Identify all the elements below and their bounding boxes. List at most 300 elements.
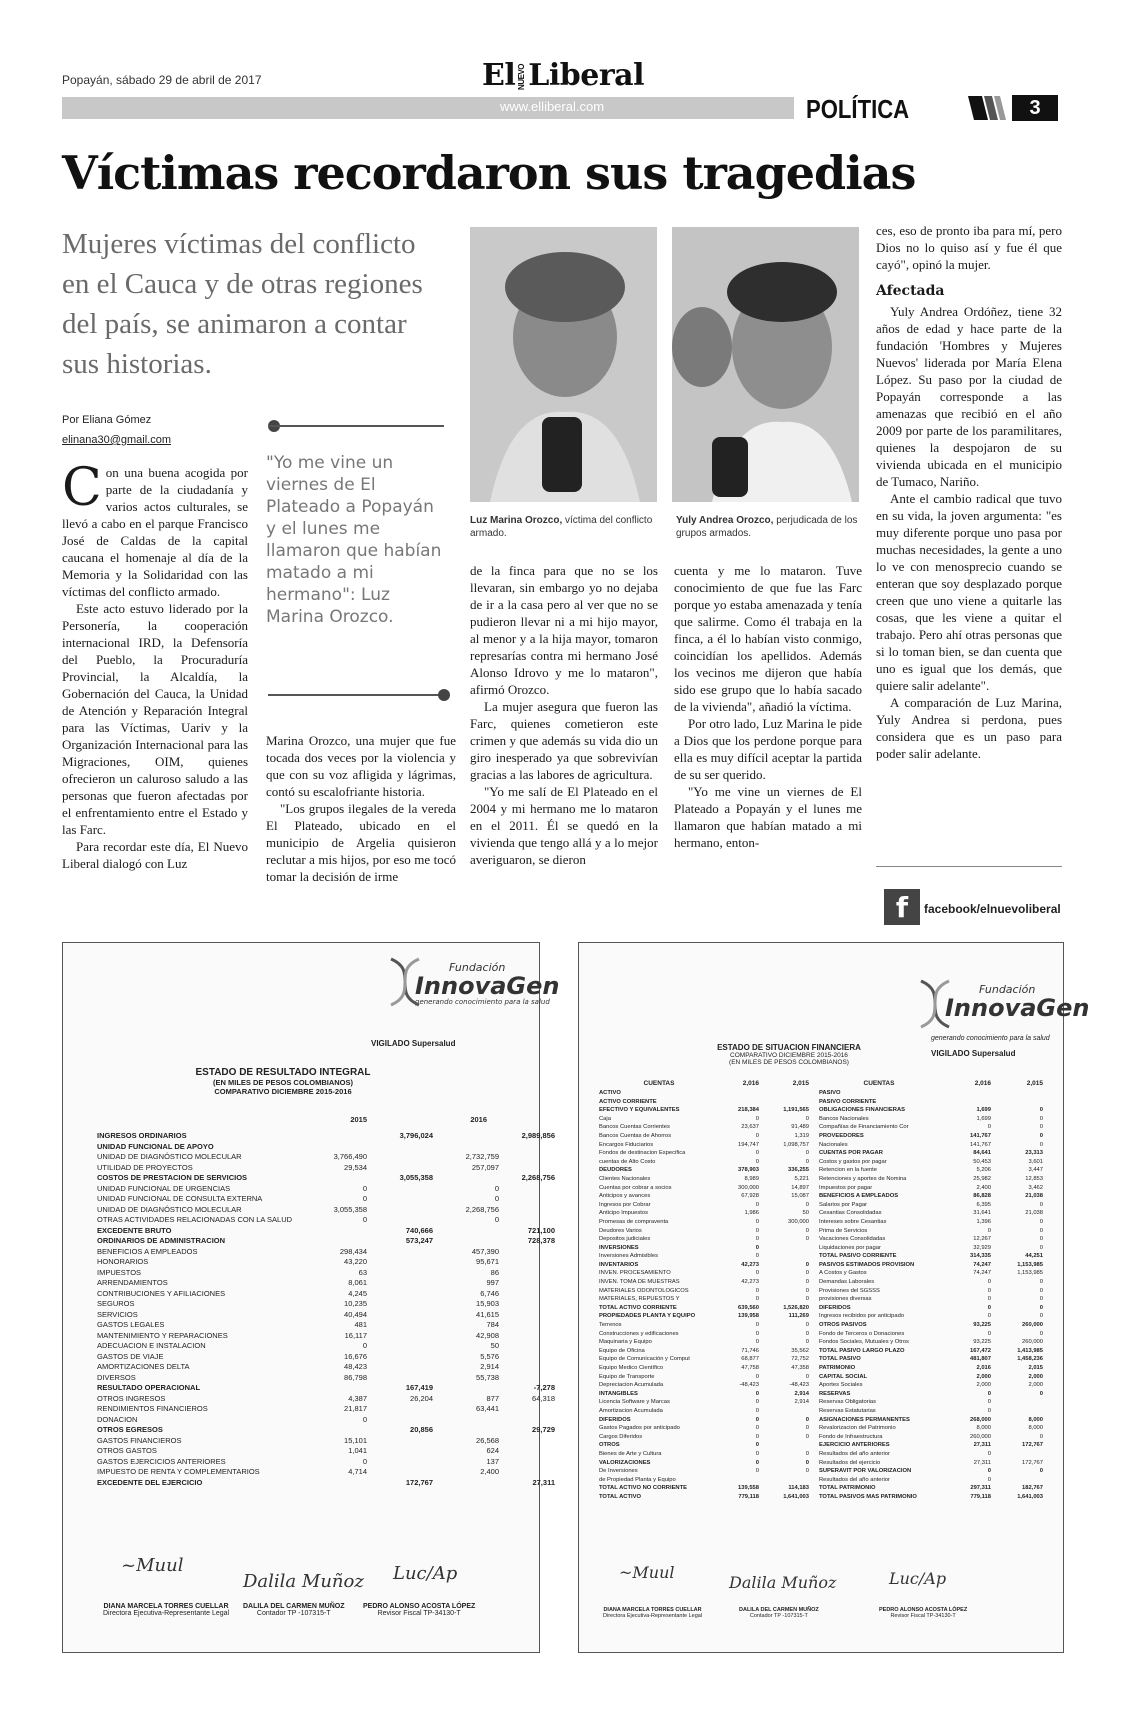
table-cell: 72,752: [791, 1356, 809, 1363]
table-row: [819, 1467, 1043, 1476]
table-cell: Ingresos por Cobrar: [599, 1201, 651, 1208]
table-row: [599, 1201, 809, 1210]
article-title: Víctimas recordaron sus tragedias: [62, 146, 916, 200]
table-cell: 218,384: [738, 1107, 759, 1114]
table-cell: EXCEDENTE BRUTO: [97, 1225, 172, 1235]
table-cell: 3,766,490: [333, 1152, 367, 1161]
table-cell: Equipo de Oficina: [599, 1347, 645, 1354]
table-row: [819, 1149, 1043, 1158]
table-row: [599, 1407, 809, 1416]
table-cell: 457,390: [471, 1246, 499, 1256]
table-cell: Reservas Estatutarias: [819, 1407, 876, 1414]
table-cell: 93,225: [973, 1322, 991, 1329]
table-row: [819, 1158, 1043, 1167]
table-cell: 172,767: [1022, 1459, 1043, 1466]
table-cell: 0: [362, 1414, 367, 1424]
table-cell: 0: [1039, 1236, 1043, 1243]
table-cell: [759, 1089, 809, 1098]
table-cell: AMORTIZACIONES DELTA: [97, 1362, 190, 1371]
table-row: [599, 1330, 809, 1339]
table-row: [599, 1175, 809, 1184]
logo-big-text: InnovaGen: [945, 994, 1090, 1022]
table-cell: 139,558: [738, 1485, 759, 1492]
table-cell: 1,458,236: [1017, 1356, 1043, 1363]
table-cell: 0: [987, 1279, 991, 1286]
logo-small-text: Fundación: [979, 983, 1036, 996]
table-cell: OTROS PASIVOS: [819, 1322, 867, 1329]
table-cell: 297,311: [970, 1485, 991, 1492]
table-cell: -48,423: [739, 1382, 759, 1389]
table-row: [599, 1158, 809, 1167]
table-row: [599, 1416, 809, 1425]
table-cell: 50: [490, 1341, 499, 1350]
table-cell: 2,400: [480, 1467, 499, 1476]
quote-rule-bottom: [268, 694, 444, 696]
table-cell: [759, 1244, 809, 1253]
table-cell: Reservas Obligatorias: [819, 1399, 877, 1406]
table-cell: [307, 1131, 367, 1142]
signature-3: Luc/Ap: [393, 1563, 458, 1584]
table-cell: 2,732,759: [465, 1152, 499, 1161]
balance-right-header: CUENTAS 2,016 2,015: [863, 1080, 1043, 1087]
table-row: [97, 1446, 555, 1457]
table-row: [819, 1184, 1043, 1193]
table-cell: 1,526,820: [783, 1304, 809, 1311]
table-cell: [499, 1415, 555, 1426]
table-cell: 0: [987, 1287, 991, 1294]
table-row: [819, 1141, 1043, 1150]
table-row: [599, 1089, 809, 1098]
table-cell: [499, 1341, 555, 1352]
table-cell: 47,358: [791, 1365, 809, 1371]
table-cell: BENEFICIOS A EMPLEADOS: [819, 1193, 899, 1200]
table-row: [819, 1132, 1043, 1141]
table-cell: [991, 1476, 1043, 1485]
table-cell: 25,982: [973, 1175, 991, 1182]
table-cell: 21,817: [344, 1404, 367, 1413]
table-row: [599, 1295, 809, 1304]
table-cell: [433, 1142, 499, 1153]
table-cell: 0: [805, 1279, 809, 1286]
table-cell: cuentas de Alto Costo: [599, 1158, 656, 1165]
table-cell: 3,055,358: [399, 1173, 433, 1182]
table-cell: DEUDORES: [599, 1167, 632, 1174]
table-cell: [759, 1476, 809, 1485]
table-row: [97, 1415, 555, 1426]
table-cell: [499, 1184, 555, 1195]
table-cell: 0: [755, 1132, 759, 1139]
table-cell: [499, 1310, 555, 1321]
table-cell: Cargos Diferidos: [599, 1433, 643, 1440]
table-cell: 4,714: [348, 1467, 367, 1476]
table-cell: 2,914: [794, 1399, 809, 1406]
table-cell: [759, 1098, 809, 1107]
paragraph: "Yo me vine un viernes de El Plateado a Popayán y el lunes me llamaron que habían matado a mi hermano, enton-: [674, 784, 862, 850]
table-cell: 0: [755, 1253, 759, 1260]
table-cell: UNIDAD FUNCIONAL DE URGENCIAS: [97, 1183, 231, 1193]
table-cell: 481,807: [970, 1356, 991, 1363]
statement-period: COMPARATIVO DICIEMBRE 2015-2016: [730, 1052, 848, 1059]
table-cell: INVENTARIOS: [599, 1261, 639, 1268]
table-cell: 639,560: [738, 1304, 759, 1311]
table-cell: [367, 1215, 433, 1226]
table-cell: 260,000: [1022, 1339, 1043, 1346]
table-cell: BENEFICIOS A EMPLEADOS: [97, 1246, 198, 1256]
signatory-2: DALILA DEL CARMEN MUÑOZ Contador TP -107315-T: [243, 1603, 345, 1617]
table-cell: [367, 1142, 433, 1153]
table-cell: HONORARIOS: [97, 1257, 149, 1266]
table-cell: -48,423: [789, 1382, 809, 1389]
table-cell: 2,989,856: [521, 1131, 555, 1140]
table-cell: [991, 1098, 1043, 1107]
table-cell: 0: [755, 1433, 759, 1440]
table-cell: 50: [802, 1210, 809, 1217]
author-email[interactable]: elinana30@gmail.com: [62, 434, 172, 446]
table-row: [599, 1381, 809, 1390]
table-cell: [759, 1441, 809, 1450]
site-url[interactable]: www.elliberal.com: [500, 99, 605, 114]
vigilado-badge: VIGILADO Supersalud: [931, 1049, 1016, 1058]
table-cell: Inversiones Admisibles: [599, 1253, 658, 1260]
table-row: [599, 1184, 809, 1193]
table-cell: 0: [1039, 1227, 1043, 1234]
table-cell: 0: [1039, 1390, 1043, 1397]
table-cell: 3,447: [1028, 1167, 1043, 1174]
table-cell: -7,278: [533, 1383, 555, 1392]
table-cell: [307, 1383, 367, 1394]
table-row: [599, 1235, 809, 1244]
table-cell: [499, 1278, 555, 1289]
table-row: [97, 1268, 555, 1279]
table-cell: 86,798: [344, 1372, 367, 1382]
table-cell: TOTAL PASIVO: [819, 1356, 861, 1363]
table-cell: 74,247: [973, 1270, 991, 1277]
table-cell: [499, 1268, 555, 1279]
table-cell: 300,000: [788, 1218, 809, 1225]
paragraph: A comparación de Luz Marina, Yuly Andrea si perdona, pues considera que es un paso para poder salir adelante.: [876, 695, 1062, 761]
table-cell: OTROS GASTOS: [97, 1446, 157, 1455]
table-cell: DIFERIDOS: [599, 1416, 631, 1423]
table-cell: 0: [755, 1201, 759, 1208]
signature-1: ~Muul: [121, 1555, 184, 1576]
table-cell: 0: [805, 1339, 809, 1346]
table-row: [599, 1149, 809, 1158]
table-cell: 624: [486, 1446, 499, 1455]
balance-left-header: CUENTAS 2,016 2,015: [643, 1080, 809, 1087]
table-cell: Anticipo Impuestos: [599, 1210, 648, 1217]
paragraph: La mujer asegura que fueron las Farc, quienes cometieron este crimen y que además su vida dio un giro inesperado ya que sobrevivían gracias a las labores de agricultura.: [470, 699, 658, 782]
table-row: [599, 1321, 809, 1330]
table-cell: Encargos Fiduciarios: [599, 1141, 654, 1148]
table-row: [97, 1173, 555, 1184]
author: Por Eliana Gómez: [62, 414, 152, 426]
table-cell: 141,767: [970, 1132, 991, 1139]
table-cell: 48,423: [344, 1362, 367, 1371]
table-row: [97, 1226, 555, 1237]
table-row: [819, 1450, 1043, 1459]
table-row: [599, 1269, 809, 1278]
table-row: [97, 1373, 555, 1384]
table-cell: [307, 1142, 367, 1153]
table-cell: 0: [805, 1459, 809, 1466]
table-row: [819, 1347, 1043, 1356]
table-cell: 0: [805, 1450, 809, 1457]
table-cell: 44,251: [1025, 1253, 1043, 1260]
paragraph: "Los grupos ilegales de la vereda El Plateado, ubicado en el municipio de Argelia quisieron reclutar a mis hijos, por eso me tocó tomar la decisión de irme: [266, 801, 456, 884]
table-cell: 0: [987, 1124, 991, 1131]
table-cell: [991, 1398, 1043, 1407]
paragraph: Con una buena acogida por parte de la ciudadanía y varios actos culturales, se llevó a cabo en el parque Francisco José de Caldas de la capital caucana el homenaje al día de la Memoria y la Solidaridad con las víctimas del conflicto armado.: [62, 458, 248, 599]
table-cell: ACTIVO CORRIENTE: [599, 1098, 657, 1105]
table-cell: 260,000: [1022, 1322, 1043, 1329]
table-cell: 0: [755, 1236, 759, 1243]
table-cell: [367, 1362, 433, 1373]
table-row: [599, 1467, 809, 1476]
table-cell: Resultados del año anterior: [819, 1476, 890, 1483]
table-cell: RESULTADO OPERACIONAL: [97, 1383, 201, 1392]
table-cell: MANTENIMIENTO Y REPARACIONES: [97, 1330, 228, 1340]
table-cell: RENDIMIENTOS FINANCIEROS: [97, 1404, 208, 1413]
table-cell: OBLIGACIONES FINANCIERAS: [819, 1107, 905, 1114]
table-cell: DONACION: [97, 1414, 138, 1424]
table-cell: TOTAL PATRIMONIO: [819, 1485, 876, 1492]
table-cell: 14,897: [791, 1184, 809, 1191]
table-cell: [367, 1457, 433, 1468]
table-cell: 31,641: [973, 1210, 991, 1217]
table-cell: 27,311: [973, 1442, 991, 1449]
table-cell: [499, 1205, 555, 1216]
table-cell: 481: [354, 1320, 367, 1329]
table-row: [599, 1493, 809, 1502]
stripes-icon: [968, 96, 1008, 120]
table-cell: [499, 1299, 555, 1310]
table-cell: Costos y gastos por pagar: [819, 1158, 887, 1165]
table-row: [819, 1484, 1043, 1493]
table-cell: 0: [755, 1244, 759, 1251]
table-cell: 47,758: [741, 1365, 759, 1371]
table-cell: 1,098,757: [783, 1141, 809, 1148]
table-row: [819, 1493, 1043, 1502]
table-row: [599, 1338, 809, 1347]
table-cell: [367, 1194, 433, 1205]
table-row: [819, 1235, 1043, 1244]
table-row: [819, 1321, 1043, 1330]
table-cell: 0: [755, 1339, 759, 1346]
table-cell: 0: [805, 1296, 809, 1303]
table-cell: Aportes Sociales: [819, 1382, 863, 1389]
paragraph: de la finca para que no se los llevaran, sin embargo yo no dejaba de ir a la casa pero al ver que no se pudieron llevar ni a mi hijo mayor, al menor y a la hija mayor, tomaron represarías contra mi hermano José Alonso Idrovo y me lo mataron", afirmó Orozco.: [470, 563, 658, 697]
facebook-icon[interactable]: f: [884, 889, 920, 925]
table-cell: [499, 1320, 555, 1331]
table-cell: 1,153,985: [1017, 1270, 1043, 1277]
table-cell: UNIDAD DE DIAGNÓSTICO MOLECULAR: [97, 1204, 242, 1214]
table-cell: 2,914: [794, 1390, 809, 1397]
table-cell: de Propiedad Planta y Equipo: [599, 1476, 676, 1483]
table-cell: [499, 1142, 555, 1153]
table-cell: Bancos Cuentas de Ahorros: [599, 1132, 672, 1139]
photo-caption-2: Yuly Andrea Orozco, perjudicada de los grupos armados.: [676, 515, 858, 539]
table-cell: 67,928: [741, 1193, 759, 1200]
table-cell: GASTOS EJERCICIOS ANTERIORES: [97, 1456, 226, 1466]
table-cell: [367, 1352, 433, 1363]
table-cell: 0: [805, 1425, 809, 1432]
table-row: [599, 1441, 809, 1450]
table-cell: 4,387: [348, 1393, 367, 1403]
table-cell: 0: [987, 1330, 991, 1337]
table-row: [97, 1383, 555, 1394]
table-cell: 0: [755, 1218, 759, 1225]
table-cell: [499, 1331, 555, 1342]
portrait-icon: [470, 227, 657, 502]
table-cell: 12,853: [1025, 1175, 1043, 1182]
masthead-nuevo: NUEVO: [517, 64, 527, 90]
balance-liabilities-table: [819, 1089, 1043, 1502]
table-cell: 29,729: [532, 1425, 555, 1434]
table-cell: 2,016: [976, 1365, 991, 1371]
table-cell: 0: [805, 1115, 809, 1122]
article-subtitle: Mujeres víctimas del conflicto en el Cauca y de otras regiones del país, se animaron a contar sus historias.: [62, 228, 423, 380]
table-row: [819, 1287, 1043, 1296]
table-row: [819, 1338, 1043, 1347]
table-cell: 0: [1039, 1287, 1043, 1294]
dna-helix-icon: [385, 957, 425, 1007]
logo-big-text: InnovaGen: [415, 972, 560, 1000]
table-cell: Cesantias Consolidadas: [819, 1210, 882, 1217]
table-row: [599, 1252, 809, 1261]
table-cell: 1,319: [794, 1132, 809, 1139]
table-row: [819, 1252, 1043, 1261]
table-cell: Retencion en la fuente: [819, 1167, 878, 1174]
table-cell: 4,245: [348, 1288, 367, 1298]
income-statement-table: [97, 1131, 555, 1488]
table-cell: [499, 1247, 555, 1258]
table-cell: 740,666: [405, 1225, 433, 1235]
header-bar: [62, 97, 794, 119]
table-row: [97, 1436, 555, 1447]
table-cell: 1,041: [348, 1446, 367, 1455]
table-cell: 172,767: [1022, 1442, 1043, 1449]
table-cell: Fondos Sociales, Mutuales y Otros: [819, 1339, 909, 1346]
table-cell: [307, 1425, 367, 1436]
table-cell: [499, 1194, 555, 1205]
table-cell: 0: [805, 1373, 809, 1380]
table-cell: [307, 1478, 367, 1489]
signatory-3: PEDRO ALONSO ACOSTA LÓPEZ Revisor Fiscal TP-34130-T: [363, 1603, 476, 1617]
table-cell: PROVEEDORES: [819, 1132, 864, 1139]
table-cell: PASIVOS ESTIMADOS PROVISION: [819, 1261, 915, 1268]
photo-yuly-andrea: [672, 227, 859, 502]
table-cell: 1,641,003: [783, 1493, 809, 1500]
column-5: [876, 222, 1062, 762]
table-cell: 0: [805, 1433, 809, 1440]
table-cell: TOTAL PASIVO CORRIENTE: [819, 1253, 897, 1260]
table-cell: 15,101: [344, 1435, 367, 1445]
table-cell: OTROS INGRESOS: [97, 1393, 166, 1403]
table-cell: 0: [805, 1416, 809, 1423]
table-cell: Construcciones y edificaciones: [599, 1330, 679, 1337]
table-cell: 2,000: [1028, 1382, 1043, 1389]
table-row: [819, 1304, 1043, 1313]
table-cell: [759, 1252, 809, 1261]
table-cell: 64,318: [532, 1393, 555, 1403]
table-cell: Nacionales: [819, 1141, 848, 1148]
table-cell: 877: [486, 1393, 499, 1403]
table-cell: 71,746: [741, 1347, 759, 1354]
table-cell: 314,335: [970, 1253, 991, 1260]
table-row: [599, 1390, 809, 1399]
income-statement-ad: [62, 942, 560, 1653]
table-row: [819, 1407, 1043, 1416]
table-cell: GASTOS FINANCIEROS: [97, 1435, 182, 1445]
table-cell: EFECTIVO Y EQUIVALENTES: [599, 1107, 680, 1114]
table-cell: MATERIALES ODONTOLOGICOS: [599, 1287, 689, 1294]
table-cell: Vacaciones Consolidadas: [819, 1236, 886, 1243]
table-cell: INGRESOS ORDINARIOS: [97, 1131, 187, 1140]
portrait-icon: [672, 227, 859, 502]
table-cell: Bancos Nacionales: [819, 1115, 869, 1122]
table-cell: 0: [1039, 1296, 1043, 1303]
statement-units: (EN MILES DE PESOS COLOMBIANOS): [729, 1059, 849, 1066]
table-cell: 336,255: [788, 1167, 809, 1174]
table-cell: Clientes Nacionales: [599, 1175, 651, 1182]
issue-date: Popayán, sábado 29 de abril de 2017: [62, 73, 262, 87]
paragraph: ces, eso de pronto iba para mí, pero Dios no lo quiso así y fue él que cayó", opinó la mujer.: [876, 223, 1062, 272]
table-row: [819, 1123, 1043, 1132]
table-cell: 728,378: [527, 1236, 555, 1245]
table-row: [599, 1166, 809, 1175]
table-cell: 0: [1039, 1141, 1043, 1148]
paragraph: Por otro lado, Luz Marina le pide a Dios que los perdone porque para ella es muy difícil aceptar la partida de su ser querido.: [674, 716, 862, 782]
table-cell: 0: [755, 1330, 759, 1337]
table-cell: 42,908: [476, 1330, 499, 1340]
table-cell: 26,204: [410, 1393, 433, 1403]
balance-assets-table: [599, 1089, 809, 1502]
table-row: [97, 1394, 555, 1405]
table-row: [599, 1484, 809, 1493]
table-cell: 15,903: [476, 1299, 499, 1308]
column-3: [470, 562, 658, 868]
table-cell: 1,396: [976, 1218, 991, 1225]
column-2: [266, 732, 456, 885]
table-cell: TOTAL PASIVO LARGO PLAZO: [819, 1347, 905, 1354]
table-cell: 268,000: [970, 1416, 991, 1423]
table-cell: 35,562: [791, 1347, 809, 1354]
table-cell: 86,828: [973, 1193, 991, 1200]
table-cell: INVEN. TOMA DE MUESTRAS: [599, 1279, 680, 1286]
table-cell: 182,767: [1022, 1485, 1043, 1492]
subhead-afectada: Afectada: [876, 283, 945, 299]
table-cell: 779,118: [970, 1493, 991, 1500]
table-row: [819, 1192, 1043, 1201]
table-cell: 8,000: [976, 1425, 991, 1432]
table-cell: 1,699: [976, 1115, 991, 1122]
pull-quote: "Yo me vine un viernes de El Plateado a Popayán y el lunes me llamaron que habían matado a mi hermano": Luz Marina Orozco.: [266, 453, 442, 627]
table-cell: 1,153,985: [1017, 1261, 1043, 1268]
table-row: [599, 1098, 809, 1107]
table-cell: 167,419: [405, 1383, 433, 1392]
table-cell: 0: [987, 1450, 991, 1457]
paragraph: cuenta y me lo mataron. Tuve conocimiento de que fue las Farc porque yo estaba amenazada y tenía que salirme. Como él trabaja en la finca, a él lo habían visto conmigo, coincidían los apellidos. Además los vecinos me dijeron que había sido ese grupo que lo había sacado de la vivienda", añadió la víctima.: [674, 563, 862, 714]
table-cell: 0: [755, 1296, 759, 1303]
quote-rule-top: [268, 425, 444, 427]
facebook-link[interactable]: facebook/elnuevoliberal: [924, 902, 1061, 916]
table-cell: Fondos de destinacion Especifica: [599, 1150, 686, 1157]
table-cell: 0: [805, 1158, 809, 1165]
table-cell: [991, 1407, 1043, 1416]
table-cell: 167,472: [970, 1347, 991, 1354]
table-cell: [433, 1236, 499, 1247]
table-cell: 0: [1039, 1107, 1043, 1114]
